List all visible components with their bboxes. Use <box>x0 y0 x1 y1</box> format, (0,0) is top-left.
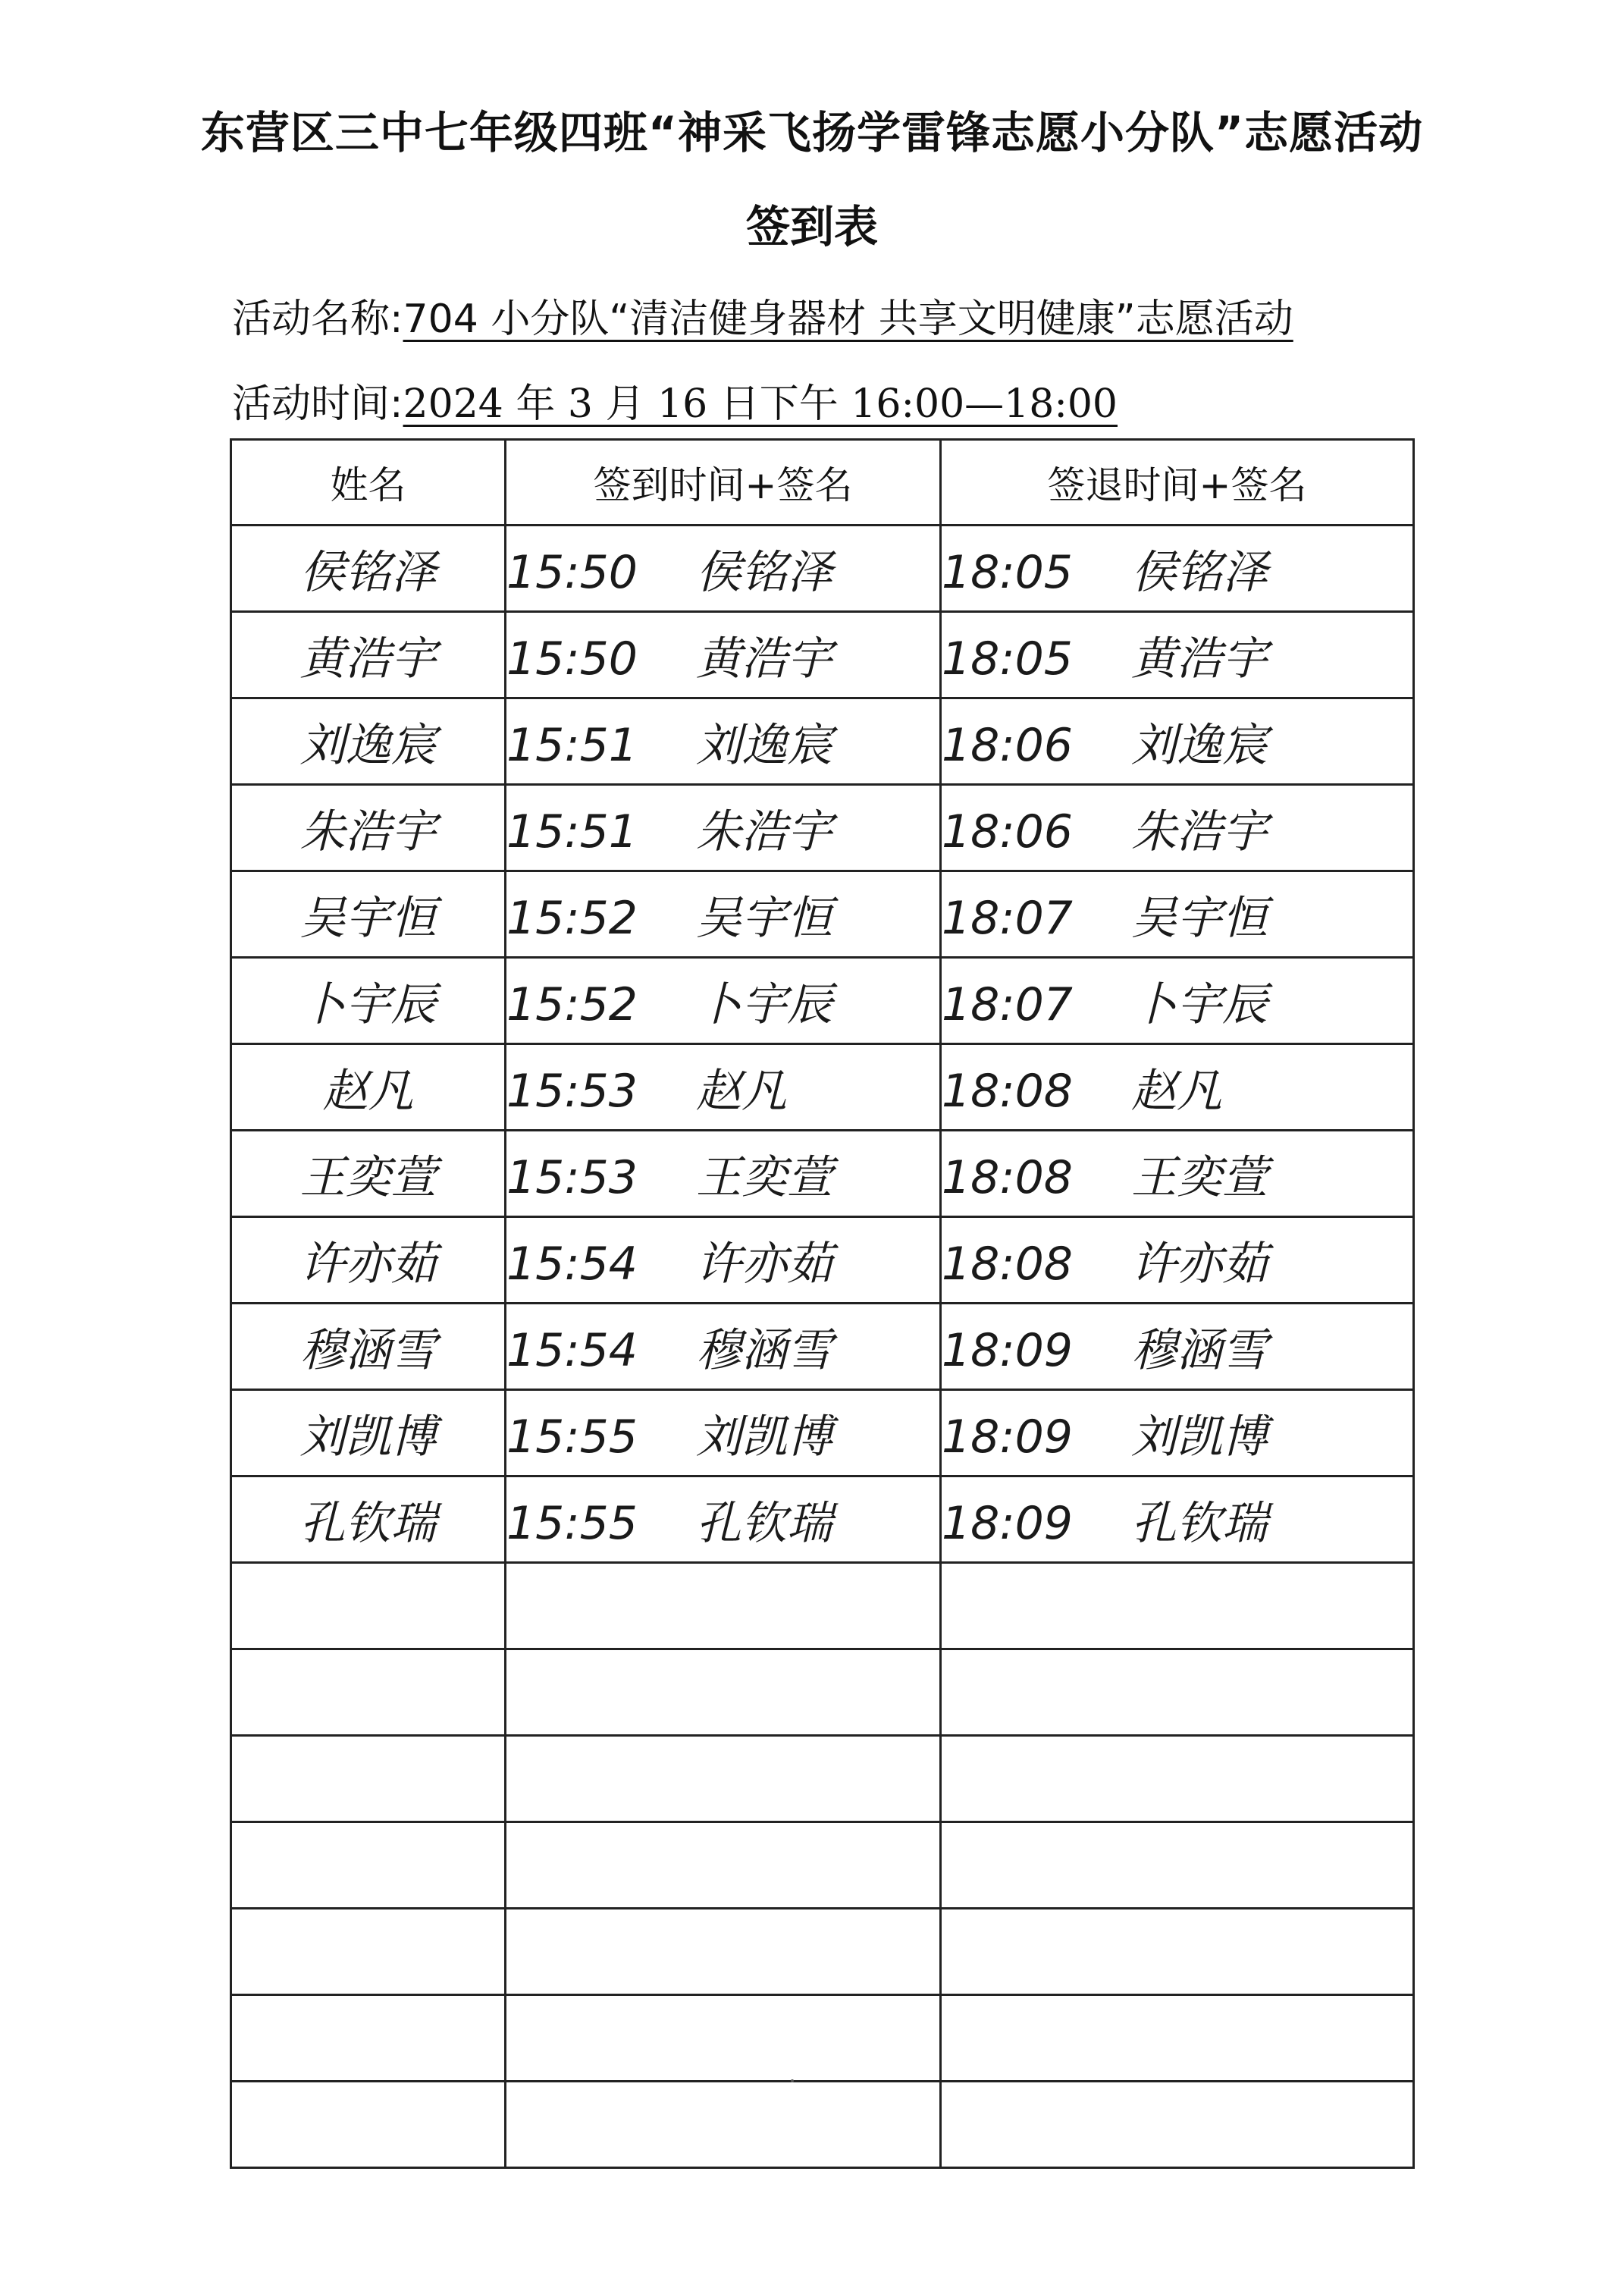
sign-in-time: 15:51 <box>506 805 638 858</box>
empty-cell <box>506 1649 941 1736</box>
sign-out-cell <box>941 1304 1414 1390</box>
table-row <box>231 1304 1414 1390</box>
name-signature: 朱浩宇 <box>299 805 437 858</box>
sign-in-time: 15:52 <box>506 977 638 1031</box>
sign-in-cell <box>506 785 941 871</box>
sign-in-time: 15:54 <box>506 1323 638 1377</box>
activity-name-line <box>232 287 1293 344</box>
sign-in-signature: 许亦茹 <box>696 1237 832 1291</box>
name-cell <box>231 1044 506 1131</box>
empty-table-row <box>231 1909 1414 1995</box>
header-name: 姓名 <box>231 440 506 526</box>
document-title: 东营区三中七年级四班“神采飞扬学雷锋志愿小分队”志愿活动 <box>200 107 1424 158</box>
sign-in-signature: 穆涵雪 <box>696 1323 832 1377</box>
table-row <box>231 1390 1414 1476</box>
sign-out-time: 18:08 <box>942 1150 1073 1204</box>
sign-in-cell <box>506 1217 941 1304</box>
activity-name-value: 704 小分队“清洁健身器材 共享文明健康”志愿活动 <box>403 297 1293 342</box>
sign-in-time: 15:50 <box>506 632 638 686</box>
empty-cell <box>231 1736 506 1822</box>
sign-out-cell <box>941 526 1414 612</box>
sign-in-time: 15:51 <box>506 718 638 772</box>
empty-cell <box>506 1909 941 1995</box>
sign-in-signature: 卜宇辰 <box>696 977 832 1031</box>
name-signature: 许亦茹 <box>299 1237 437 1291</box>
empty-cell <box>941 1995 1414 2082</box>
name-signature: 吴宇恒 <box>299 891 437 945</box>
sign-out-time: 18:09 <box>942 1323 1073 1377</box>
sign-out-time: 18:09 <box>942 1496 1073 1550</box>
activity-time-line <box>232 372 1118 428</box>
sign-in-cell <box>506 526 941 612</box>
empty-cell <box>506 1563 941 1649</box>
name-signature: 穆涵雪 <box>299 1323 437 1377</box>
empty-cell <box>941 2082 1414 2168</box>
name-signature: 孔钦瑞 <box>299 1496 437 1550</box>
name-signature: 赵凡 <box>322 1064 414 1118</box>
sign-out-signature: 穆涵雪 <box>1131 1323 1268 1377</box>
sign-in-time: 15:53 <box>506 1064 638 1118</box>
empty-cell <box>941 1736 1414 1822</box>
name-cell <box>231 871 506 958</box>
name-signature: 王奕萱 <box>299 1150 437 1204</box>
sign-in-signature: 吴宇恒 <box>696 891 832 945</box>
empty-cell <box>941 1563 1414 1649</box>
sign-in-cell <box>506 1304 941 1390</box>
sign-in-signature: 刘凯博 <box>696 1410 832 1464</box>
sign-out-time: 18:05 <box>942 545 1073 599</box>
name-cell <box>231 785 506 871</box>
sign-in-time: 15:55 <box>506 1410 638 1464</box>
table-row <box>231 958 1414 1044</box>
sign-in-cell <box>506 1131 941 1217</box>
sign-out-cell <box>941 785 1414 871</box>
sign-out-signature: 吴宇恒 <box>1131 891 1268 945</box>
name-cell <box>231 1476 506 1563</box>
activity-time-label: 活动时间: <box>232 381 403 427</box>
table-row <box>231 612 1414 698</box>
sign-out-signature: 卜宇辰 <box>1131 977 1268 1031</box>
sign-out-time: 18:06 <box>942 718 1073 772</box>
sign-in-signature: 孔钦瑞 <box>696 1496 832 1550</box>
sign-out-signature: 黄浩宇 <box>1131 632 1268 686</box>
sign-out-time: 18:08 <box>942 1237 1073 1291</box>
empty-table-row <box>231 1563 1414 1649</box>
sign-out-signature: 王奕萱 <box>1131 1150 1268 1204</box>
sign-in-time: 15:54 <box>506 1237 638 1291</box>
sign-out-time: 18:09 <box>942 1410 1073 1464</box>
name-signature: 刘逸宸 <box>299 718 437 772</box>
sign-in-time: 15:55 <box>506 1496 638 1550</box>
empty-cell <box>231 2082 506 2168</box>
sign-out-signature: 侯铭泽 <box>1131 545 1268 599</box>
empty-cell <box>941 1822 1414 1909</box>
scan-speck <box>791 2079 794 2082</box>
name-cell <box>231 698 506 785</box>
table-row <box>231 698 1414 785</box>
name-cell <box>231 526 506 612</box>
table-row <box>231 1476 1414 1563</box>
empty-table-row <box>231 1649 1414 1736</box>
sign-in-cell <box>506 698 941 785</box>
sign-in-cell <box>506 871 941 958</box>
empty-cell <box>506 1822 941 1909</box>
table-row <box>231 526 1414 612</box>
name-signature: 黄浩宇 <box>299 632 437 686</box>
sign-out-signature: 赵凡 <box>1131 1064 1222 1118</box>
empty-cell <box>231 1563 506 1649</box>
sign-out-signature: 刘逸宸 <box>1131 718 1268 772</box>
empty-table-row <box>231 1822 1414 1909</box>
sign-in-time: 15:52 <box>506 891 638 945</box>
table-row <box>231 785 1414 871</box>
sign-in-signature: 黄浩宇 <box>696 632 832 686</box>
sign-in-cell <box>506 1476 941 1563</box>
table-body <box>231 526 1414 2168</box>
name-signature: 侯铭泽 <box>299 545 437 599</box>
sign-out-time: 18:07 <box>942 891 1073 945</box>
sign-out-signature: 刘凯博 <box>1131 1410 1268 1464</box>
name-signature: 刘凯博 <box>299 1410 437 1464</box>
empty-cell <box>506 2082 941 2168</box>
empty-cell <box>941 1909 1414 1995</box>
empty-cell <box>506 1995 941 2082</box>
attendance-table <box>230 438 1415 2169</box>
name-cell <box>231 1390 506 1476</box>
empty-cell <box>231 1909 506 1995</box>
header-sign-in: 签到时间+签名 <box>506 440 941 526</box>
sign-in-signature: 刘逸宸 <box>696 718 832 772</box>
sign-in-signature: 赵凡 <box>696 1064 787 1118</box>
empty-cell <box>231 1995 506 2082</box>
empty-table-row <box>231 1995 1414 2082</box>
name-cell <box>231 612 506 698</box>
name-signature: 卜宇辰 <box>299 977 437 1031</box>
sign-in-signature: 侯铭泽 <box>696 545 832 599</box>
sign-out-cell <box>941 1131 1414 1217</box>
sign-out-time: 18:06 <box>942 805 1073 858</box>
sign-out-cell <box>941 871 1414 958</box>
name-cell <box>231 958 506 1044</box>
table-row <box>231 1044 1414 1131</box>
sign-in-signature: 王奕萱 <box>696 1150 832 1204</box>
sign-out-time: 18:05 <box>942 632 1073 686</box>
sign-out-cell <box>941 1476 1414 1563</box>
sign-out-cell <box>941 1044 1414 1131</box>
sign-out-cell <box>941 698 1414 785</box>
activity-name-label: 活动名称: <box>232 297 403 342</box>
table-header-row <box>231 440 1414 526</box>
sign-out-cell <box>941 612 1414 698</box>
document-subtitle: 签到表 <box>745 201 878 253</box>
name-cell <box>231 1217 506 1304</box>
table-row <box>231 1217 1414 1304</box>
empty-cell <box>506 1736 941 1822</box>
empty-cell <box>941 1649 1414 1736</box>
sign-out-cell <box>941 958 1414 1044</box>
table-row <box>231 1131 1414 1217</box>
sign-in-cell <box>506 958 941 1044</box>
sign-in-cell <box>506 1044 941 1131</box>
table-row <box>231 871 1414 958</box>
empty-cell <box>231 1822 506 1909</box>
sign-out-signature: 孔钦瑞 <box>1131 1496 1268 1550</box>
sign-in-signature: 朱浩宇 <box>696 805 832 858</box>
sign-out-cell <box>941 1390 1414 1476</box>
sign-out-time: 18:08 <box>942 1064 1073 1118</box>
sign-in-cell <box>506 1390 941 1476</box>
header-sign-out: 签退时间+签名 <box>941 440 1414 526</box>
sign-in-time: 15:50 <box>506 545 638 599</box>
sign-out-time: 18:07 <box>942 977 1073 1031</box>
sign-out-signature: 朱浩宇 <box>1131 805 1268 858</box>
empty-table-row <box>231 1736 1414 1822</box>
sign-out-cell <box>941 1217 1414 1304</box>
empty-table-row <box>231 2082 1414 2168</box>
sign-in-cell <box>506 612 941 698</box>
empty-cell <box>231 1649 506 1736</box>
activity-time-value: 2024 年 3 月 16 日下午 16:00—18:00 <box>403 381 1118 427</box>
sign-in-time: 15:53 <box>506 1150 638 1204</box>
name-cell <box>231 1304 506 1390</box>
name-cell <box>231 1131 506 1217</box>
sign-out-signature: 许亦茹 <box>1131 1237 1268 1291</box>
